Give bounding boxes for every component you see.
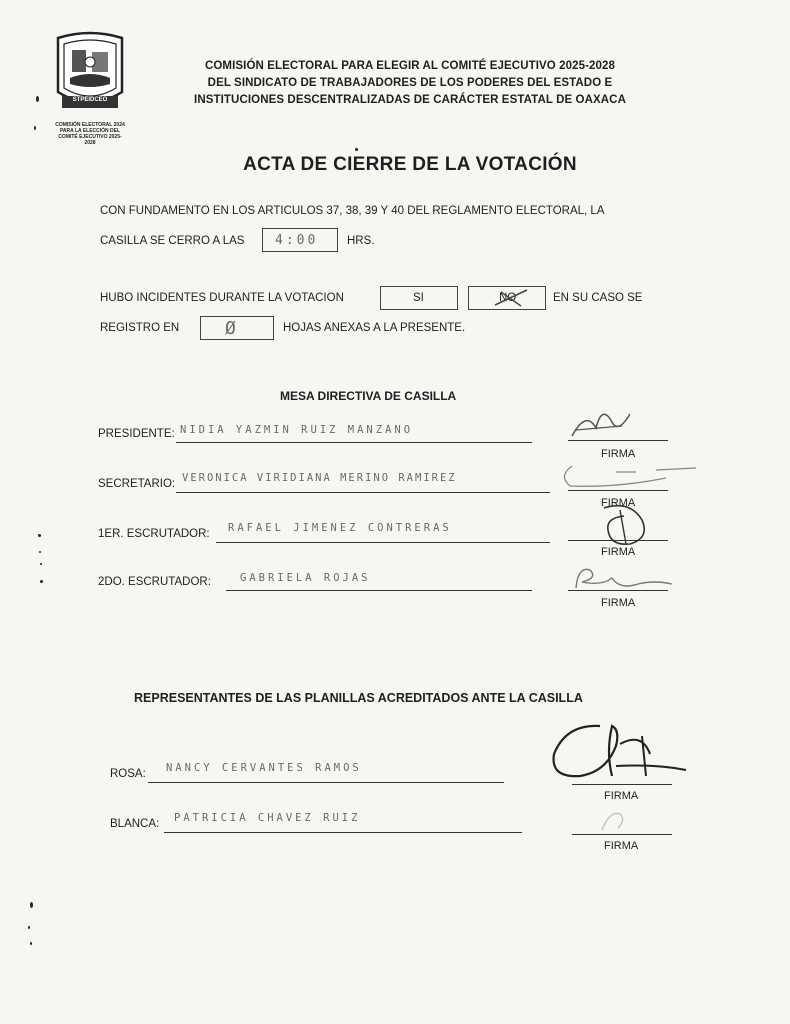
secretario-name[interactable]: VERONICA VIRIDIANA MERINO RAMIREZ (182, 472, 457, 484)
rosa-firma-line (572, 784, 672, 785)
scan-speck (36, 96, 39, 102)
incidents-si-box[interactable] (380, 286, 458, 310)
incidents-no-box[interactable] (468, 286, 546, 310)
scan-speck (355, 148, 358, 151)
scan-speck (38, 534, 41, 537)
header-line-2: DEL SINDICATO DE TRABAJADORES DE LOS PODERES DEL ESTADO E (207, 77, 613, 89)
escrutador1-firma-line (568, 540, 668, 541)
presidente-name[interactable]: NIDIA YAZMIN RUIZ MANZANO (180, 424, 414, 436)
rosa-firma-label: FIRMA (604, 790, 639, 802)
secretario-firma-label: FIRMA (601, 497, 636, 509)
rosa-label: ROSA: (110, 768, 146, 780)
escrutador1-label: 1ER. ESCRUTADOR: (98, 528, 210, 540)
logo-caption: COMISIÓN ELECTORAL 2024 PARA LA ELECCIÓN DEL COMITÉ EJECUTIVO 2025-2028 (55, 122, 125, 146)
incidents-suffix: EN SU CASO SE (553, 292, 643, 304)
closing-time-field[interactable] (262, 228, 338, 252)
incidents-no-label: NO (499, 292, 517, 304)
header-line-1: COMISIÓN ELECTORAL PARA ELEGIR AL COMITÉ EJECUTIVO 2025-2028 (204, 60, 616, 72)
escrutador2-name[interactable]: GABRIELA ROJAS (240, 572, 371, 584)
blanca-line (164, 832, 522, 833)
presidente-signature-icon (566, 400, 636, 442)
rosa-name[interactable]: NANCY CERVANTES RAMOS (166, 762, 362, 774)
presidente-firma-line (568, 440, 668, 441)
union-logo-seal (52, 30, 128, 160)
annex-pages-value: Ø (225, 318, 239, 339)
blanca-name[interactable]: PATRICIA CHAVEZ RUIZ (174, 812, 361, 824)
scan-speck (34, 126, 36, 130)
escrutador1-firma-label: FIRMA (601, 546, 636, 558)
presidente-firma-label: FIRMA (601, 448, 636, 460)
scan-speck (40, 563, 42, 565)
escrutador1-line (216, 542, 550, 543)
closing-time-unit: HRS. (347, 235, 375, 247)
secretario-signature-icon (556, 458, 706, 494)
escrutador1-signature-icon (590, 500, 660, 550)
secretario-label: SECRETARIO: (98, 478, 176, 490)
scan-speck (30, 942, 32, 945)
escrutador2-firma-label: FIRMA (601, 597, 636, 609)
representantes-title: REPRESENTANTES DE LAS PLANILLAS ACREDITADOS ANTE LA CASILLA (134, 691, 583, 705)
scan-speck (28, 926, 30, 929)
incidents-si-label: SI (413, 292, 424, 304)
escrutador2-line (226, 590, 532, 591)
blanca-firma-line (572, 834, 672, 835)
document-header (150, 58, 670, 109)
closing-statement-prefix: CASILLA SE CERRO A LAS (100, 235, 245, 247)
rosa-line (148, 782, 504, 783)
presidente-line (176, 442, 532, 443)
scan-speck (40, 580, 43, 583)
rosa-signature-icon (546, 716, 696, 792)
registro-label: REGISTRO EN (100, 322, 180, 334)
annex-pages-suffix: HOJAS ANEXAS A LA PRESENTE. (283, 322, 466, 334)
logo-ribbon: STPEIDCEO (72, 97, 108, 103)
scan-speck (30, 902, 33, 908)
presidente-label: PRESIDENTE: (98, 428, 175, 440)
blanca-label: BLANCA: (110, 818, 160, 830)
closing-time-value: 4:00 (275, 233, 319, 248)
mesa-directiva-title: MESA DIRECTIVA DE CASILLA (280, 389, 457, 403)
escrutador2-firma-line (568, 590, 668, 591)
blanca-signature-icon (596, 806, 636, 834)
page-title: ACTA DE CIERRE DE LA VOTACIÓN (243, 154, 577, 175)
scan-speck (39, 551, 41, 553)
escrutador1-name[interactable]: RAFAEL JIMENEZ CONTRERAS (228, 522, 452, 534)
closing-statement-line-1: CON FUNDAMENTO EN LOS ARTICULOS 37, 38, 39 Y 40 DEL REGLAMENTO ELECTORAL, LA (100, 205, 605, 217)
incidents-question: HUBO INCIDENTES DURANTE LA VOTACION (100, 292, 344, 304)
secretario-firma-line (568, 490, 668, 491)
no-checkmark-icon (491, 287, 531, 309)
secretario-line (176, 492, 550, 493)
blanca-firma-label: FIRMA (604, 840, 639, 852)
header-line-3: INSTITUCIONES DESCENTRALIZADAS DE CARÁCTER ESTATAL DE OAXACA (194, 94, 626, 106)
escrutador2-label: 2DO. ESCRUTADOR: (98, 576, 211, 588)
annex-pages-field[interactable] (200, 316, 274, 340)
